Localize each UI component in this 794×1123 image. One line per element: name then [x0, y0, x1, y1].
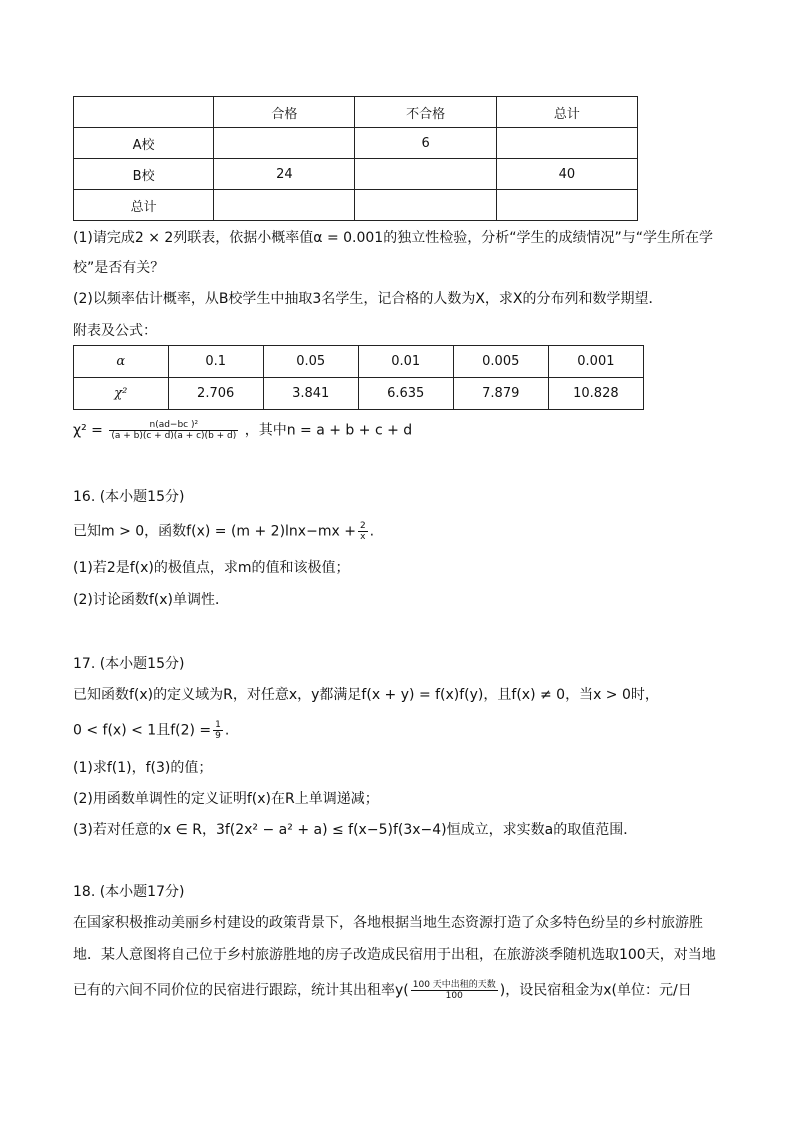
q17-fraction: [213, 720, 223, 741]
q18-frac-num: 100 天中出租的天数: [412, 980, 496, 990]
formula-lhs: χ² =: [73, 422, 103, 439]
q18-line3-suffix: )，设民宿租金为x(单位：元/日: [499, 982, 692, 999]
q17-part1: (1)求f(1)，f(3)的值；: [73, 760, 213, 776]
table-row: [74, 159, 638, 190]
q15-part1-line2: 校”是否有关？: [73, 260, 165, 276]
q16-frac-den: x: [360, 532, 366, 542]
table-cell: 总计: [496, 97, 637, 128]
q18-line2: 地．某人意图将自己位于乡村旅游胜地的房子改造成民宿用于出租，在旅游淡季随机选取100天，对当地: [73, 947, 716, 963]
table-cell: [496, 190, 637, 221]
q16-fraction: [358, 521, 368, 542]
q18-line1: 在国家积极推动美丽乡村建设的政策背景下，各地根据当地生态资源打造了众多特色纷呈的乡村旅游胜: [73, 915, 703, 931]
table-cell: [355, 159, 496, 190]
table-cell: [74, 97, 214, 128]
contingency-table: [73, 96, 638, 221]
table-cell: χ²: [74, 378, 169, 410]
table-cell: α: [74, 346, 169, 378]
q16-stem: [73, 521, 374, 542]
formula-fraction: [109, 420, 238, 441]
table-cell: 合格: [214, 97, 355, 128]
appendix-title: 附表及公式：: [73, 323, 157, 339]
table-cell: 总计: [74, 190, 214, 221]
table-cell: [355, 190, 496, 221]
table-row: [74, 346, 644, 378]
table-cell: A校: [74, 128, 214, 159]
table-cell: [214, 190, 355, 221]
table-cell: 2.706: [168, 378, 263, 410]
table-cell: 6.635: [358, 378, 453, 410]
q17-frac-num: 1: [215, 720, 221, 730]
table-cell: 7.879: [453, 378, 548, 410]
q18-line3: [73, 980, 692, 1001]
chi-square-table: [73, 345, 644, 410]
q17-header: 17. (本小题15分): [73, 656, 185, 672]
q18-header: 18. (本小题17分): [73, 884, 185, 900]
q18-fraction: [411, 980, 498, 1001]
q16-part2: (2)讨论函数f(x)单调性．: [73, 592, 229, 608]
chi-square-formula: [73, 420, 412, 441]
q15-part2: (2)以频率估计概率，从B校学生中抽取3名学生，记合格的人数为X，求X的分布列和数学期望．: [73, 291, 663, 307]
table-cell: 不合格: [355, 97, 496, 128]
table-cell: B校: [74, 159, 214, 190]
q18-line3-text: 已有的六间不同价位的民宿进行跟踪，统计其出租率y(: [73, 982, 409, 999]
formula-rhs: ，其中n = a + b + c + d: [244, 422, 413, 439]
q17-stem-suffix: .: [224, 722, 230, 739]
q15-part1-line1: (1)请完成2 × 2列联表，依据小概率值α = 0.001的独立性检验，分析“学生的成绩情况”与“学生所在学: [73, 230, 713, 246]
q17-stem-line1: 已知函数f(x)的定义域为R，对任意x，y都满足f(x + y) = f(x)f(y)，且f(x) ≠ 0，当x > 0时，: [73, 687, 659, 703]
q17-part2: (2)用函数单调性的定义证明f(x)在R上单调递减；: [73, 791, 379, 807]
q17-stem-text: 0 < f(x) < 1且f(2) =: [73, 722, 212, 739]
formula-denominator: (a + b)(c + d)(a + c)(b + d): [111, 431, 237, 441]
table-cell: [496, 128, 637, 159]
table-cell: 0.005: [453, 346, 548, 378]
q16-header: 16. (本小题15分): [73, 489, 185, 505]
table-header-row: [74, 97, 638, 128]
table-cell: 40: [496, 159, 637, 190]
table-cell: [214, 128, 355, 159]
table-cell: 6: [355, 128, 496, 159]
formula-numerator: n(ad−bc )²: [109, 420, 238, 431]
q17-stem-line2: [73, 720, 229, 741]
table-cell: 3.841: [263, 378, 358, 410]
table-cell: 24: [214, 159, 355, 190]
q18-frac-den: 100: [445, 991, 463, 1001]
q17-part3: (3)若对任意的x ∈ R，3f(2x² − a² + a) ≤ f(x−5)f(3x−4)恒成立，求实数a的取值范围．: [73, 822, 638, 838]
q16-part1: (1)若2是f(x)的极值点，求m的值和该极值；: [73, 560, 350, 576]
table-cell: 0.1: [168, 346, 263, 378]
table-row: [74, 190, 638, 221]
table-cell: 10.828: [548, 378, 643, 410]
table-cell: 0.05: [263, 346, 358, 378]
table-row: [74, 128, 638, 159]
q16-frac-num: 2: [359, 521, 366, 531]
q16-stem-text: 已知m > 0，函数f(x) = (m + 2)lnx−mx +: [73, 523, 356, 540]
table-cell: 0.01: [358, 346, 453, 378]
table-cell: 0.001: [548, 346, 643, 378]
q16-stem-suffix: .: [369, 523, 375, 540]
q17-frac-den: 9: [215, 731, 221, 741]
table-row: [74, 378, 644, 410]
